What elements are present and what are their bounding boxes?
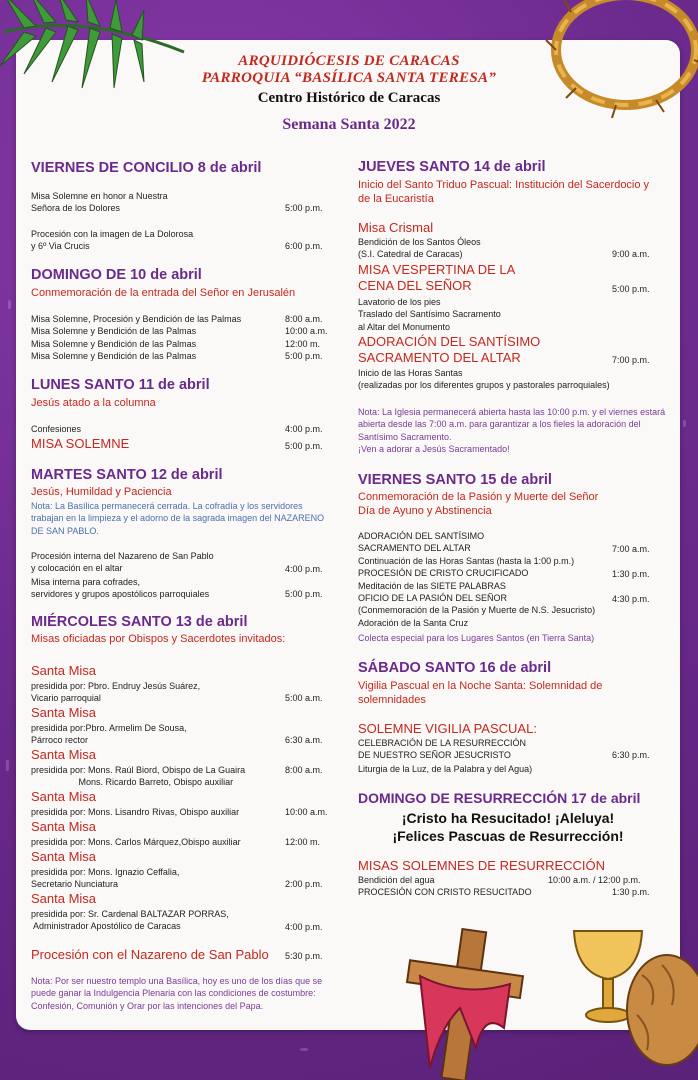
mass-label: Santa Misa <box>31 819 97 834</box>
jueves-subtitle: Inicio del Santo Triduo Pascual: Institución del Sacerdocio y de la Eucaristía <box>358 179 650 205</box>
miercoles-title: MIÉRCOLES SANTO 13 de abril <box>31 614 248 630</box>
schedule-time: 5:00 p.m. <box>285 589 323 599</box>
mass-time: 10:00 a.m. <box>285 807 328 817</box>
colecta-note: Colecta especial para los Lugares Santos (en Tierra Santa) <box>358 633 595 643</box>
schedule-time: 6:00 p.m. <box>285 241 323 251</box>
vespertina-detail: Lavatorio de los pies Traslado del Santísimo Sacramento al Altar del Monumento <box>358 297 501 332</box>
misa-crismal-label: Misa Crismal <box>358 220 434 235</box>
schedule-time: 1:30 p.m. <box>612 569 650 579</box>
mass-time: 8:00 a.m. <box>285 765 323 775</box>
procession-label: Procesión con el Nazareno de San Pablo <box>31 947 269 962</box>
mass-time: 4:00 p.m. <box>285 922 323 932</box>
martes-subtitle: Jesús, Humildad y Paciencia <box>31 486 172 498</box>
schedule-item: Procesión interna del Nazareno de San Pablo y colocación en el altar <box>31 551 214 574</box>
background-speck <box>683 420 686 427</box>
mass-label: Santa Misa <box>31 663 97 678</box>
viernes-subtitle: Conmemoración de la Pasión y Muerte del Señor Día de Ayuno y Abstinencia <box>358 491 599 517</box>
parish-title: PARROQUIA “BASÍLICA SANTA TERESA” <box>201 70 497 86</box>
schedule-time: 4:30 p.m. <box>612 594 650 604</box>
lunes-subtitle: Jesús atado a la columna <box>31 397 156 409</box>
misas-resurreccion-label: MISAS SOLEMNES DE RESURRECCIÓN <box>358 858 606 873</box>
domingo-title: DOMINGO DE RESURRECCIÓN 17 de abril <box>358 790 641 806</box>
mass-time: 6:30 a.m. <box>285 735 323 745</box>
schedule-times: 8:00 a.m. 10:00 a.m. 12:00 m. 5:00 p.m. <box>285 314 328 362</box>
crismal-detail: Bendición de los Santos Óleos (S.I. Catedral de Caracas) <box>358 237 481 260</box>
mass-time: 2:00 p.m. <box>285 879 323 889</box>
schedule-item: PROCESIÓN CON CRISTO RESUCITADO <box>358 887 532 897</box>
mass-label: Santa Misa <box>31 849 97 864</box>
viernes-concilio-title: VIERNES DE CONCILIO 8 de abril <box>31 160 262 176</box>
schedule-item: Misa Solemne en honor a Nuestra Señora de los Dolores <box>31 191 168 214</box>
location-title: Centro Histórico de Caracas <box>257 90 441 106</box>
vigilia-time: 6:30 p.m. <box>612 750 650 760</box>
mass-label: Santa Misa <box>31 747 97 762</box>
mass-label: Santa Misa <box>31 891 97 906</box>
mass-time: 5:00 a.m. <box>285 693 323 703</box>
mass-detail: presidida por:Pbro. Armelim De Sousa, Párroco rector <box>31 723 187 746</box>
schedule-time: 5:00 p.m. <box>285 441 323 451</box>
schedule-time: 4:00 p.m. <box>285 424 323 434</box>
mass-detail: presidida por: Mons. Lisandro Rivas, Obispo auxiliar <box>31 807 240 817</box>
mass-detail: presidida por: Mons. Raúl Biord, Obispo de La Guaira Mons. Ricardo Barreto, Obispo auxiliar <box>31 765 246 788</box>
martes-note: Nota: La Basílica permanecerá cerrada. La cofradía y los servidores trabajan en la limpieza y el adorno de la sagrada imagen del NAZARENO DE SAN PABLO. <box>31 501 325 536</box>
background-speck <box>300 1048 308 1051</box>
background-speck <box>6 760 9 771</box>
schedule-item: Bendición del agua <box>358 875 435 885</box>
crismal-time: 9:00 a.m. <box>612 249 650 259</box>
sabado-title: SÁBADO SANTO 16 de abril <box>358 660 552 676</box>
easter-greeting-1: ¡Cristo ha Resucitado! ¡Aleluya! <box>401 810 615 826</box>
mass-label: Santa Misa <box>31 705 97 720</box>
vigilia-detail: CELEBRACIÓN DE LA RESURRECCIÓN DE NUESTRO SEÑOR JESUCRISTO <box>358 738 527 761</box>
miercoles-subtitle: Misas oficiadas por Obispos y Sacerdotes invitados: <box>31 633 286 645</box>
schedule-item: Misa interna para cofrades, servidores y grupos apostólicos parroquiales <box>31 577 210 600</box>
domingo-ramos-subtitle: Conmemoración de la entrada del Señor en Jerusalén <box>31 287 296 299</box>
martes-title: MARTES SANTO 12 de abril <box>31 467 223 483</box>
easter-greeting-2: ¡Felices Pascuas de Resurrección! <box>392 828 624 844</box>
bread-icon <box>612 935 698 1080</box>
schedule-time: 10:00 a.m. / 12:00 p.m. <box>548 875 641 885</box>
misa-vespertina-label: MISA VESPERTINA DE LA CENA DEL SEÑOR <box>358 262 516 293</box>
jueves-title: JUEVES SANTO 14 de abril <box>358 159 546 175</box>
adoracion-label: ADORACIÓN DEL SANTÍSIMO SACRAMENTO DEL ALTAR <box>358 334 541 365</box>
sabado-subtitle: Vigilia Pascual en la Noche Santa: Solemnidad de solemnidades <box>358 680 603 706</box>
lunes-title: LUNES SANTO 11 de abril <box>31 377 210 393</box>
indulgence-note: Nota: Por ser nuestro templo una Basílica, hoy es uno de los días que se puede ganar la Indulgencia Plenaria con las condiciones de costumbre: Confesión, Comunión y Orar por las intenciones del Papa. <box>31 976 323 1011</box>
mass-detail: presidida por: Mons. Ignazio Ceffalia, Secretario Nunciatura <box>31 867 180 890</box>
schedule-items: Misa Solemne, Procesión y Bendición de las Palmas Misa Solemne y Bendición de las Palmas Misa Solemne y Bendición de las Palmas Misa Solemne y Bendición de las Palmas <box>31 314 242 362</box>
mass-label: Santa Misa <box>31 789 97 804</box>
viernes-items: ADORACIÓN DEL SANTÍSIMO SACRAMENTO DEL ALTAR Continuación de las Horas Santas (hasta la 1:00 p.m.) PROCESIÓN DE CRISTO CRUCIFICADO Meditación de las SIETE PALABRAS OFICIO DE LA PASIÓN DEL SEÑOR (Conmemoración de la Pasión y Muerte de N.S. Jesucristo) Adoración de la Santa Cruz <box>358 531 596 628</box>
schedule-time: 1:30 p.m. <box>612 887 650 897</box>
cross-icon <box>400 928 530 1080</box>
event-title: Semana Santa 2022 <box>282 116 416 133</box>
jueves-note: Nota: La Iglesia permanecerá abierta hasta las 10:00 p.m. y el viernes estará abierta desde las 7:00 a.m. para garantizar a los fieles la adoración del Santísimo Sacramento. ¡Ven a adorar a Jesús Sacramentado! <box>358 407 666 455</box>
adoracion-time: 7:00 p.m. <box>612 355 650 365</box>
procession-time: 5:30 p.m. <box>285 951 323 961</box>
mass-detail: presidida por: Mons. Carlos Márquez,Obispo auxiliar <box>31 837 241 847</box>
domingo-ramos-title: DOMINGO DE 10 de abril <box>31 267 202 283</box>
archdiocese-title: ARQUIDIÓCESIS DE CARACAS <box>238 53 460 69</box>
schedule-item: Procesión con la imagen de La Dolorosa y 6º Via Crucis <box>31 229 194 252</box>
mass-detail: presidida por: Pbro. Endruy Jesús Suárez, Vicario parroquial <box>31 681 201 704</box>
schedule-time: 4:00 p.m. <box>285 564 323 574</box>
schedule-time: 5:00 p.m. <box>285 203 323 213</box>
liturgia-detail: Liturgia de la Luz, de la Palabra y del Agua) <box>358 764 533 774</box>
viernes-title: VIERNES SANTO 15 de abril <box>358 472 552 488</box>
misa-solemne-label: MISA SOLEMNE <box>31 436 130 451</box>
vigilia-label: SOLEMNE VIGILIA PASCUAL: <box>358 721 537 736</box>
mass-time: 12:00 m. <box>285 837 321 847</box>
adoracion-detail: Inicio de las Horas Santas (realizadas por los diferentes grupos y pastorales parroquiales) <box>358 368 610 391</box>
mass-detail: presidida por: Sr. Cardenal BALTAZAR PORRAS, Administrador Apostólico de Caracas <box>31 909 229 932</box>
background-speck <box>8 300 11 309</box>
vespertina-time: 5:00 p.m. <box>612 284 650 294</box>
schedule-time: 7:00 a.m. <box>612 544 650 554</box>
schedule-item: Confesiones <box>31 424 82 434</box>
